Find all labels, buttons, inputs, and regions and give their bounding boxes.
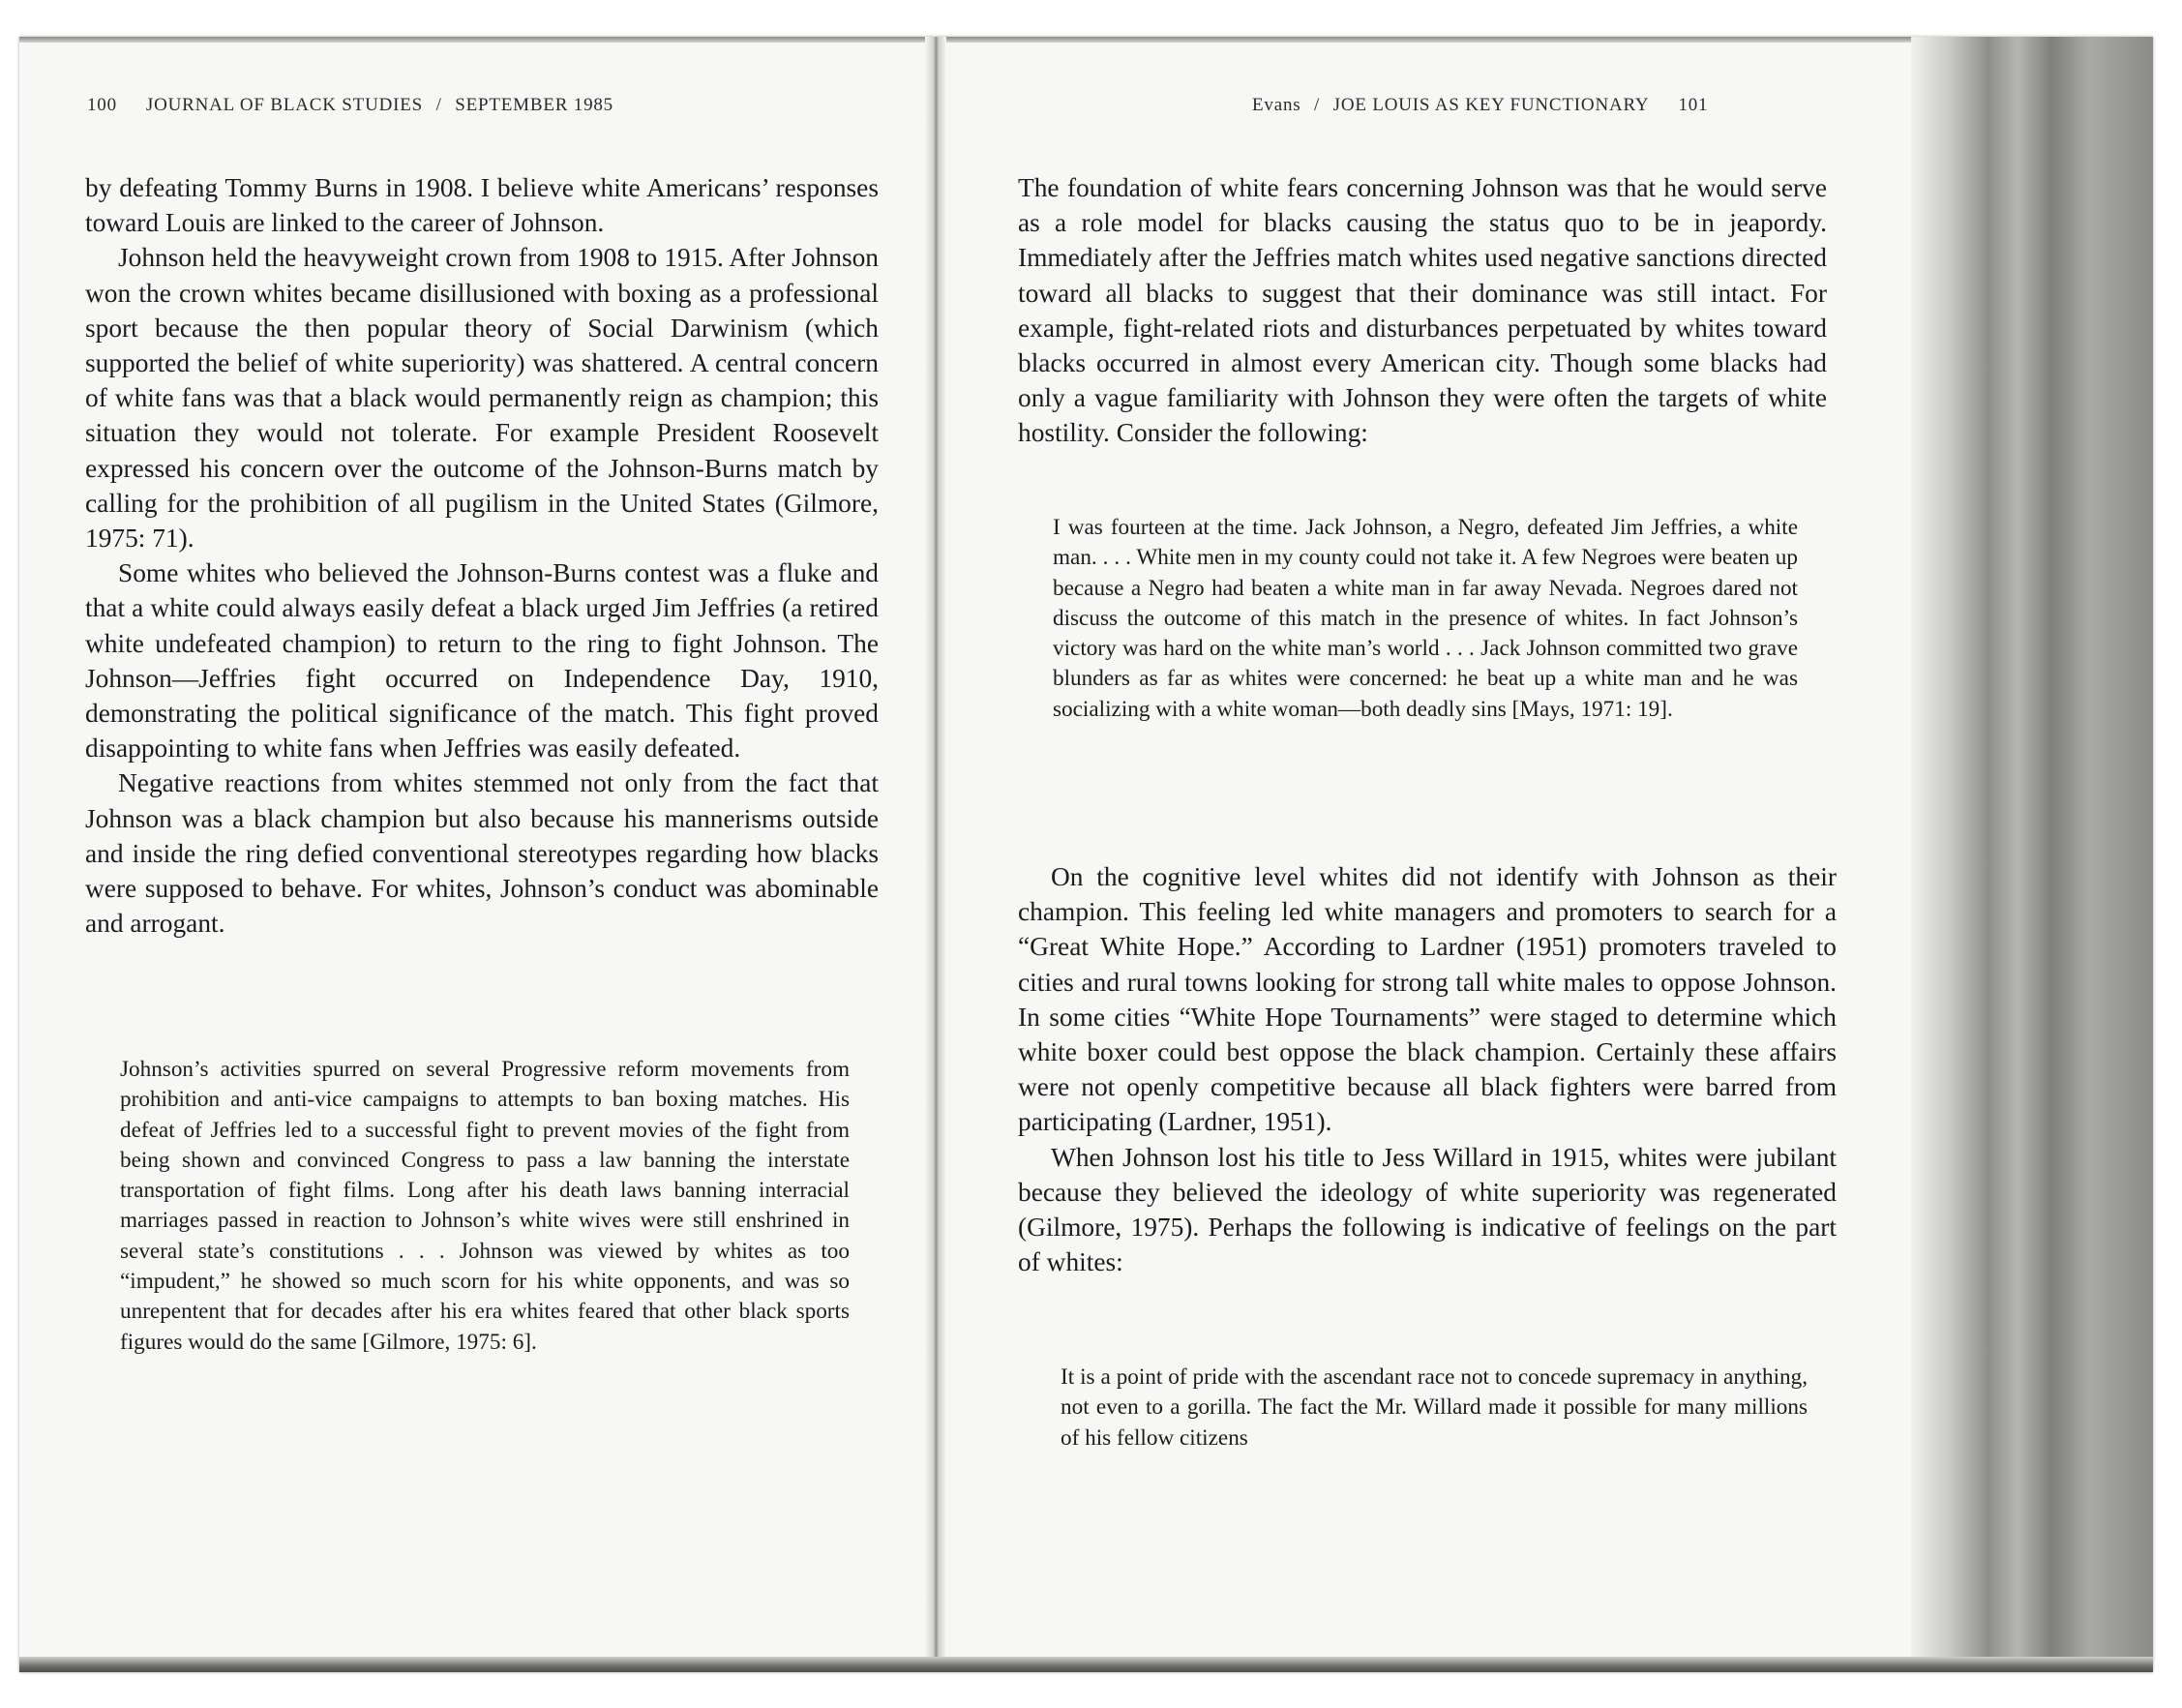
paragraph: Johnson held the heavyweight crown from 1908 to 1915. After Johnson won the crown whites became disillusioned with boxing as a professional sport because the then popular theory of Social Darwinism (which supported the belief of white superiority) was shattered. A central concern of white fans was that a black would permanently reign as champion; this situation they would not tolerate. For example President Roosevelt expressed his concern over the outcome of the Johnson-Burns match by calling for the prohibition of all pugilism in the United States (Gilmore, 1975: 71). <box>85 243 879 554</box>
author-name: Evans <box>1252 95 1301 115</box>
right-running-head <box>1252 95 1708 116</box>
scan-bottom-edge <box>19 1657 2153 1672</box>
article-title: JOE LOUIS AS KEY FUNCTIONARY <box>1332 95 1650 115</box>
paragraph: Some whites who believed the Johnson-Burns contest was a fluke and that a white could always easily defeat a black urged Jim Jeffries (a retired white undefeated champion) to return to the ring to fight Johnson. The Johnson—Jeffries fight occurred on Independence Day, 1910, demonstrating the political significance of the match. This fight proved disappointing to white fans when Jeffries was easily defeated. <box>85 558 879 764</box>
left-body-text <box>85 170 879 941</box>
paragraph: On the cognitive level whites did not identify with Johnson as their champion. This feeling led white managers and promoters to search for a “Great White Hope.” According to Lardner (1951) promoters traveled to cities and rural towns looking for strong tall white males to oppose Johnson. In some cities “White Hope Tournaments” were staged to determine which white boxer could best oppose the black champion. Certainly these affairs were not openly competitive because all black fighters were barred from participating (Lardner, 1951). <box>1018 862 1837 1137</box>
block-quote-text: I was fourteen at the time. Jack Johnson, a Negro, defeated Jim Jeffries, a white man. . . . White men in my county could not take it. A few Negroes were beaten up because a Negro had beaten a white man in far away Nevada. Negroes dared not discuss the outcome of this match in the presence of whites. In fact Johnson’s victory was hard on the white man’s world . . . Jack Johnson committed two grave blunders as far as whites were concerned: he beat up a white man and he was socializing with a white woman—both deadly sins [Mays, 1971: 19]. <box>1053 515 1798 722</box>
right-page-number: 101 <box>1678 95 1709 115</box>
left-page-number: 100 <box>87 95 117 115</box>
block-quote-text: It is a point of pride with the ascendant race not to concede supremacy in anything, not even to a gorilla. The fact the Mr. Willard made it possible for many millions of his fellow citizens <box>1061 1364 1808 1451</box>
journal-title: JOURNAL OF BLACK STUDIES / SEPTEMBER 1985 <box>145 95 613 115</box>
left-running-head <box>87 95 613 116</box>
right-block-quote-2 <box>1061 1363 1808 1453</box>
right-body-text-top <box>1018 170 1827 451</box>
block-quote-text: Johnson’s activities spurred on several Progressive reform movements from prohibition and anti-vice campaigns to attempts to ban boxing matches. His defeat of Jeffries led to a successful fight to prevent movies of the fight from being shown and convinced Congress to pass a law banning the interstate transportation of fight films. Long after his death laws banning interracial marriages passed in reaction to Johnson’s white wives were still enshrined in several state’s constitutions . . . Johnson was viewed by whites as too “impudent,” he showed so much scorn for his white opponents, and was so unrepentent that for decades after his era whites feared that other black sports figures would do the same [Gilmore, 1975: 6]. <box>120 1057 850 1355</box>
paragraph: Negative reactions from whites stemmed not only from the fact that Johnson was a black champion but also because his mannerisms outside and inside the ring defied conventional stereotypes regarding how blacks were supposed to behave. For whites, Johnson’s conduct was abominable and arrogant. <box>85 768 879 939</box>
paragraph: by defeating Tommy Burns in 1908. I believe white Americans’ responses toward Louis are linked to the career of Johnson. <box>85 173 879 238</box>
scan-page-edge-shadow <box>1911 37 2153 1672</box>
book-spread <box>19 37 2153 1672</box>
author-and-title: Evans / JOE LOUIS AS KEY FUNCTIONARY <box>1252 95 1650 115</box>
right-body-text-middle <box>1018 859 1837 1279</box>
right-block-quote-1 <box>1053 513 1798 725</box>
left-block-quote <box>120 1055 850 1358</box>
right-page <box>941 37 1943 1672</box>
paragraph: The foundation of white fears concerning Johnson was that he would serve as a role model for blacks causing the status quo to be in jeapordy. Immediately after the Jeffries match whites used negative sanctions directed toward all blacks to suggest that their dominance was still intact. For example, fight-related riots and disturbances perpetuated by whites toward blacks occurred in almost every American city. Though some blacks had only a vague familiarity with Johnson they were often the targets of white hostility. Consider the following: <box>1018 173 1827 448</box>
paragraph: When Johnson lost his title to Jess Willard in 1915, whites were jubilant because they believed the ideology of white superiority was regenerated (Gilmore, 1975). Perhaps the following is indicative of feelings on the part of whites: <box>1018 1142 1837 1277</box>
left-page <box>19 37 929 1672</box>
